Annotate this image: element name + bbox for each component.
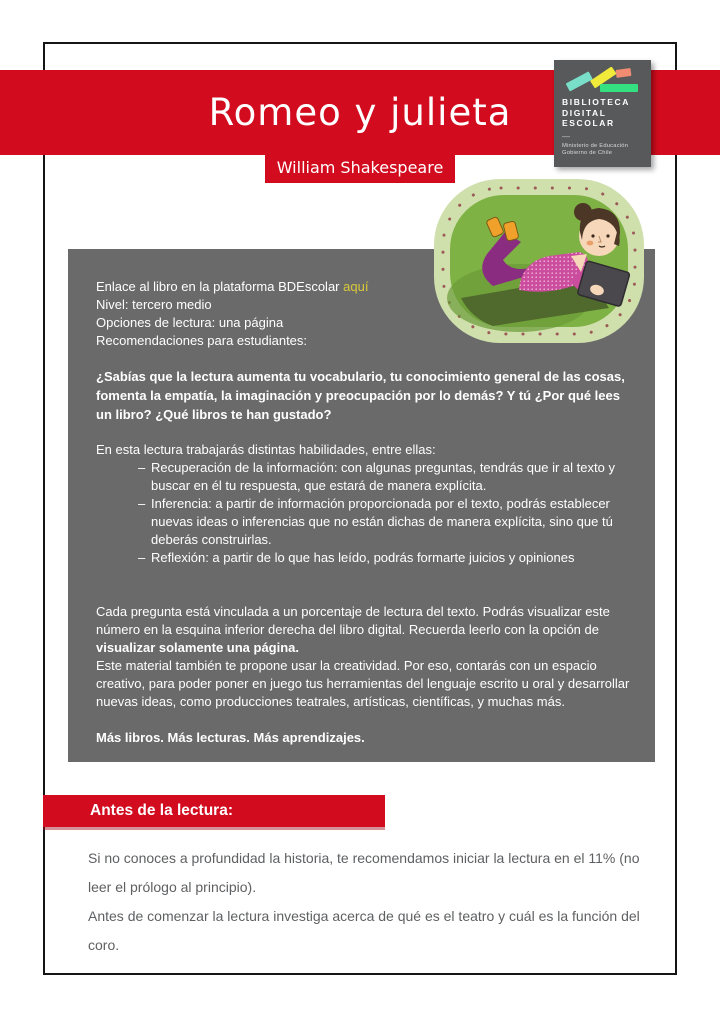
book-meta-block	[96, 278, 441, 350]
girl-reading-tablet-illustration	[430, 176, 650, 348]
before-reading-instructions	[88, 844, 656, 960]
one-page-option-bold: visualizar solamente una página.	[96, 640, 300, 655]
reading-options-line: Opciones de lectura: una página	[96, 315, 284, 330]
skills-intro: En esta lectura trabajarás distintas habilidades, entre ellas:	[96, 442, 436, 457]
ministry-line-1: Ministerio de Educación	[562, 142, 629, 149]
ministry-line-2: Gobierno de Chile	[562, 150, 613, 156]
reading-question-paragraph: ¿Sabías que la lectura aumenta tu vocabulario, tu conocimiento general de las cosas, fomenta la empatía, la imaginación y preocupación por lo demás? Y tú ¿Por qué lees un libro? ¿Qué libros te han gustado?	[96, 369, 625, 422]
before-reading-heading-band	[43, 795, 385, 827]
skill-reflexion: – Reflexión: a partir de lo que has leído, podrás formarte juicios y opiniones	[138, 549, 635, 567]
logo-line-biblioteca: BIBLIOTECA	[562, 97, 630, 107]
skill-recuperacion: – Recuperación de la información: con algunas preguntas, tendrás que ir al texto y buscar en él tu respuesta, que estará de manera explícita.	[138, 459, 635, 495]
pencils-logo-icon	[564, 67, 642, 95]
logo-divider: —	[562, 131, 570, 141]
book-link-line: Enlace al libro en la plataforma BDEscolar aquí	[96, 279, 369, 294]
author-band	[265, 153, 455, 183]
page-title: Romeo y julieta	[208, 91, 512, 134]
book-link[interactable]: aquí	[343, 279, 369, 294]
instruction-paragraph-2: Antes de comenzar la lectura investiga acerca de qué es el teatro y cuál es la función del coro.	[88, 908, 640, 953]
logo-line-escolar: ESCOLAR	[562, 118, 615, 128]
before-reading-heading: Antes de la lectura:	[90, 802, 233, 819]
percentage-paragraph: Cada pregunta está vinculada a un porcentaje de lectura del texto. Podrás visualizar este número en la esquina inferior derecha del libro digital. Recuerda leerlo con la opción de visualizar solamente una página.	[96, 604, 610, 655]
biblioteca-digital-escolar-logo	[554, 60, 651, 167]
skills-list	[138, 459, 635, 567]
level-line: Nivel: tercero medio	[96, 297, 212, 312]
recommendations-line: Recomendaciones para estudiantes:	[96, 333, 308, 348]
instruction-paragraph-1: Si no conoces a profundidad la historia, te recomendamos iniciar la lectura en el 11% (no leer el prólogo al principio).	[88, 850, 640, 895]
creative-paragraph: Este material también te propone usar la creatividad. Por eso, contarás con un espacio creativo, para poder poner en juego tus herramientas del lenguaje escrito u oral y desarrollar nuevas ideas, como producciones teatrales, artísticas, científicas, y muchas más.	[96, 658, 630, 709]
author-name: William Shakespeare	[276, 158, 444, 177]
closing-slogan: Más libros. Más lecturas. Más aprendizajes.	[96, 730, 365, 745]
skill-inferencia: – Inferencia: a partir de información proporcionada por el texto, podrás establecer nuevas ideas o inferencias que no están dichas de manera explícita, sino que tú deberás construirlas.	[138, 495, 635, 549]
logo-line-digital: DIGITAL	[562, 107, 607, 118]
